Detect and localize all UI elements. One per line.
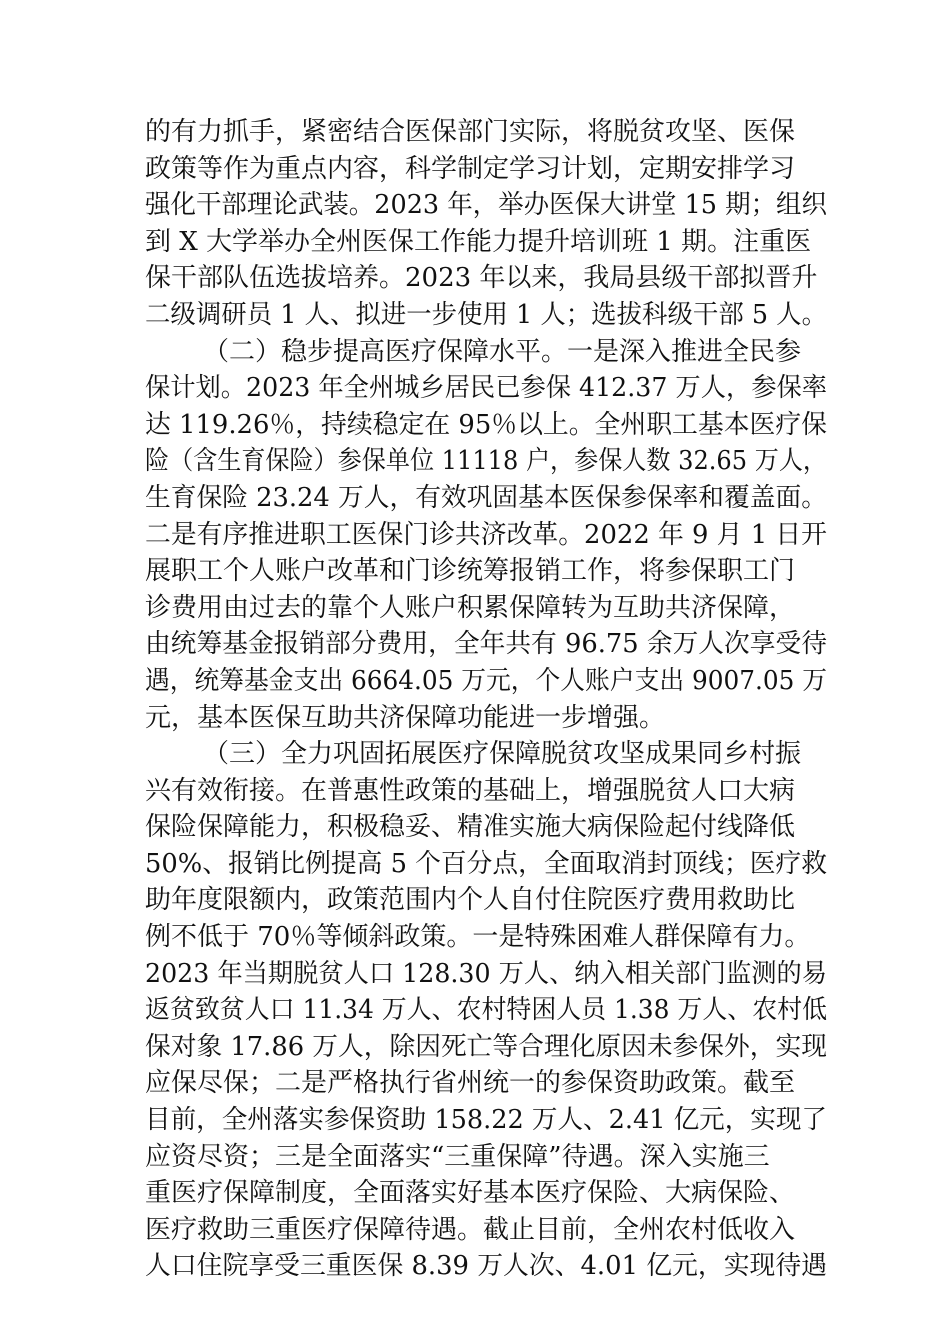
text-line: 到 X 大学举办全州医保工作能力提升培训班 1 期。注重医 [145, 226, 812, 257]
text-line: 医疗救助三重医疗保障待遇。截止目前，全州农村低收入 [145, 1214, 796, 1245]
text-line: 生育保险 23.24 万人，有效巩固基本医保参保率和覆盖面。 [145, 482, 827, 513]
text-line: 展职工个人账户改革和门诊统筹报销工作，将参保职工门 [145, 556, 796, 587]
text-line: 人口住院享受三重医保 8.39 万人次、4.01 亿元，实现待遇 [145, 1251, 827, 1282]
text-line: 达 119.26％，持续稳定在 95％以上。全州职工基本医疗保 [145, 409, 827, 440]
paragraph-heading-line: （三）全力巩固拓展医疗保障脱贫攻坚成果同乡村振 [203, 739, 802, 770]
text-line: 2023 年当期脱贫人口 128.30 万人、纳入相关部门监测的易 [145, 958, 827, 989]
text-line: 例不低于 70％等倾斜政策。一是特殊困难人群保障有力。 [145, 922, 811, 953]
text-line: 遇，统筹基金支出 6664.05 万元，个人账户支出 9007.05 万 [145, 665, 827, 696]
text-line: 由统筹基金报销部分费用，全年共有 96.75 余万人次享受待 [145, 629, 827, 660]
text-line: 诊费用由过去的靠个人账户积累保障转为互助共济保障， [145, 592, 796, 623]
text-line: 元，基本医保互助共济保障功能进一步增强。 [145, 702, 666, 733]
text-line: 返贫致贫人口 11.34 万人、农村特困人员 1.38 万人、农村低 [145, 995, 827, 1026]
text-line: 保计划。2023 年全州城乡居民已参保 412.37 万人，参保率 [145, 373, 827, 404]
text-line: 保险保障能力，积极稳妥、精准实施大病保险起付线降低 [145, 812, 796, 843]
text-line: 目前，全州落实参保资助 158.22 万人、2.41 亿元，实现了 [145, 1105, 827, 1136]
text-line: 应资尽资；三是全面落实“三重保障”待遇。深入实施三 [145, 1141, 770, 1172]
body-text [145, 114, 827, 1285]
text-line: 的有力抓手，紧密结合医保部门实际，将脱贫攻坚、医保 [145, 117, 796, 147]
text-line: 险（含生育保险）参保单位 11118 户，参保人数 32.65 万人， [145, 446, 827, 477]
text-line: 助年度限额内，政策范围内个人自付住院医疗费用救助比 [145, 885, 796, 916]
text-line: 应保尽保；二是严格执行省州统一的参保资助政策。截至 [145, 1068, 796, 1099]
text-line: 50%、报销比例提高 5 个百分点，全面取消封顶线；医疗救 [145, 848, 827, 879]
text-line: 二是有序推进职工医保门诊共济改革。2022 年 9 月 1 日开 [145, 519, 827, 550]
text-line: 保干部队伍选拔培养。2023 年以来，我局县级干部拟晋升 [145, 263, 818, 294]
text-line: 保对象 17.86 万人，除因死亡等合理化原因未参保外，实现 [145, 1031, 827, 1062]
text-line: 兴有效衔接。在普惠性政策的基础上，增强脱贫人口大病 [145, 775, 796, 806]
text-line: 二级调研员 1 人、拟进一步使用 1 人；选拔科级干部 5 人。 [145, 299, 827, 330]
paragraph-heading-line: （二）稳步提高医疗保障水平。一是深入推进全民参 [203, 336, 802, 367]
text-line: 强化干部理论武装。2023 年，举办医保大讲堂 15 期；组织 [145, 190, 827, 221]
text-line: 政策等作为重点内容，科学制定学习计划，定期安排学习 [145, 153, 796, 184]
text-line: 重医疗保障制度，全面落实好基本医疗保险、大病保险、 [145, 1178, 796, 1209]
